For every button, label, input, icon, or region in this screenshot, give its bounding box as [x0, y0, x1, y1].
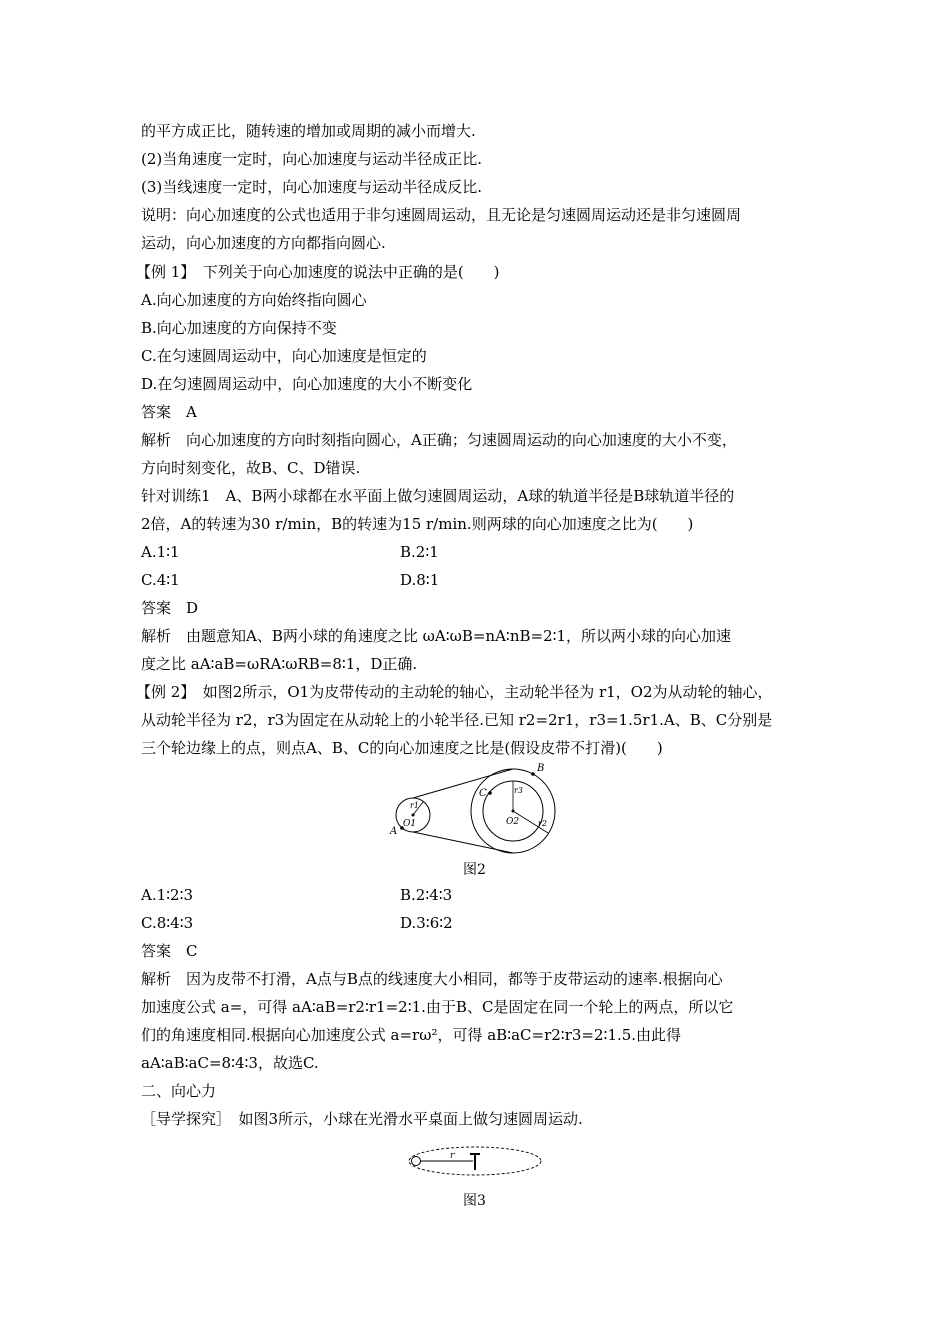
option-b: B.向心加速度的方向保持不变: [141, 319, 337, 337]
analysis: 解析 由题意知A、B两小球的角速度之比 ωA∶ωB=nA∶nB=2∶1，所以两小球的向心加速: [141, 627, 732, 645]
label-b: B: [537, 763, 545, 774]
text-line: 三个轮边缘上的点，则点A、B、C的向心加速度之比是(假设皮带不打滑)( ): [141, 739, 663, 757]
text-line: 的平方成正比，随转速的增加或周期的减小而增大.: [141, 122, 476, 140]
option-a: A.向心加速度的方向始终指向圆心: [141, 291, 367, 309]
label-r2: r2: [538, 819, 547, 828]
label-o1: O1: [403, 819, 417, 829]
point-c-dot: [488, 791, 492, 795]
figure3-caption: 图3: [463, 1193, 486, 1209]
text-line: 们的角速度相同.根据向心加速度公式 a=rω²，可得 aB∶aC=r2∶r3=2∶1.5.由此得: [141, 1026, 682, 1044]
point-b-dot: [531, 772, 535, 776]
figure2-belt-pulley-diagram: [380, 758, 570, 858]
text-line: 度之比 aA∶aB=ωRA∶ωRB=8∶1，D正确.: [141, 655, 418, 673]
text-line: (3)当线速度一定时，向心加速度与运动半径成反比.: [141, 178, 483, 196]
example2-heading: 【例 2】 如图2所示，O1为皮带传动的主动轮的轴心，主动轮半径为 r1，O2为从动轮的轴心，: [136, 683, 773, 701]
analysis: 解析 因为皮带不打滑，A点与B点的线速度大小相同，都等于皮带运动的速率.根据向心: [141, 970, 723, 988]
text-line: (2)当角速度一定时，向心加速度与运动半径成正比.: [141, 150, 483, 168]
option-d: D.在匀速圆周运动中，向心加速度的大小不断变化: [141, 375, 473, 393]
answer: 答案 C: [141, 942, 198, 960]
text-line: 加速度公式 a=，可得 aA∶aB=r2∶r1=2∶1.由于B、C是固定在同一个轮上的两点，所以它: [141, 998, 734, 1016]
option-d: D.8∶1: [400, 571, 440, 589]
text-line: 从动轮半径为 r2，r3为固定在从动轮上的小轮半径.已知 r2=2r1，r3=1.5r1.A、B、C分别是: [141, 711, 773, 729]
label-o2: O2: [506, 817, 520, 827]
option-c: C.8∶4∶3: [141, 914, 194, 932]
o1-dot: [412, 814, 415, 817]
option-a: A.1∶2∶3: [141, 886, 194, 904]
label-r: r: [450, 1151, 455, 1161]
label-c: C: [479, 788, 487, 799]
text-line: 运动，向心加速度的方向都指向圆心.: [141, 234, 386, 252]
answer: 答案 D: [141, 599, 199, 617]
ball: [412, 1157, 421, 1166]
answer: 答案 A: [141, 403, 197, 421]
option-d: D.3∶6∶2: [400, 914, 453, 932]
analysis: 解析 向心加速度的方向时刻指向圆心，A正确；匀速圆周运动的向心加速度的大小不变，: [141, 431, 737, 449]
section-heading: 二、向心力: [141, 1082, 217, 1100]
option-a: A.1∶1: [141, 543, 180, 561]
label-r3: r3: [514, 786, 523, 795]
text-line: 2倍，A的转速为30 r/min，B的转速为15 r/min.则两球的向心加速度之比为( ): [141, 515, 694, 533]
option-c: C.在匀速圆周运动中，向心加速度是恒定的: [141, 347, 427, 365]
belt-bottom: [413, 832, 513, 853]
figure3-ball-circular-motion: [405, 1143, 545, 1179]
text-line: 说明：向心加速度的公式也适用于非匀速圆周运动，且无论是匀速圆周运动还是非匀速圆周: [141, 206, 742, 224]
option-c: C.4∶1: [141, 571, 180, 589]
figure2-caption: 图2: [463, 862, 486, 878]
label-a: A: [390, 826, 398, 837]
example1-heading: 【例 1】 下列关于向心加速度的说法中正确的是( ): [136, 263, 500, 281]
belt-top: [413, 769, 513, 798]
text-line: 方向时刻变化，故B、C、D错误.: [141, 459, 361, 477]
label-r1: r1: [410, 801, 419, 810]
text-line: aA∶aB∶aC=8∶4∶3，故选C.: [141, 1054, 319, 1072]
option-b: B.2∶4∶3: [400, 886, 453, 904]
training-heading: 针对训练1 A、B两小球都在水平面上做匀速圆周运动，A球的轨道半径是B球轨道半径的: [141, 487, 735, 505]
option-b: B.2∶1: [400, 543, 439, 561]
o2-dot: [512, 810, 515, 813]
guided-inquiry: ［导学探究］ 如图3所示，小球在光滑水平桌面上做匀速圆周运动.: [141, 1110, 583, 1128]
